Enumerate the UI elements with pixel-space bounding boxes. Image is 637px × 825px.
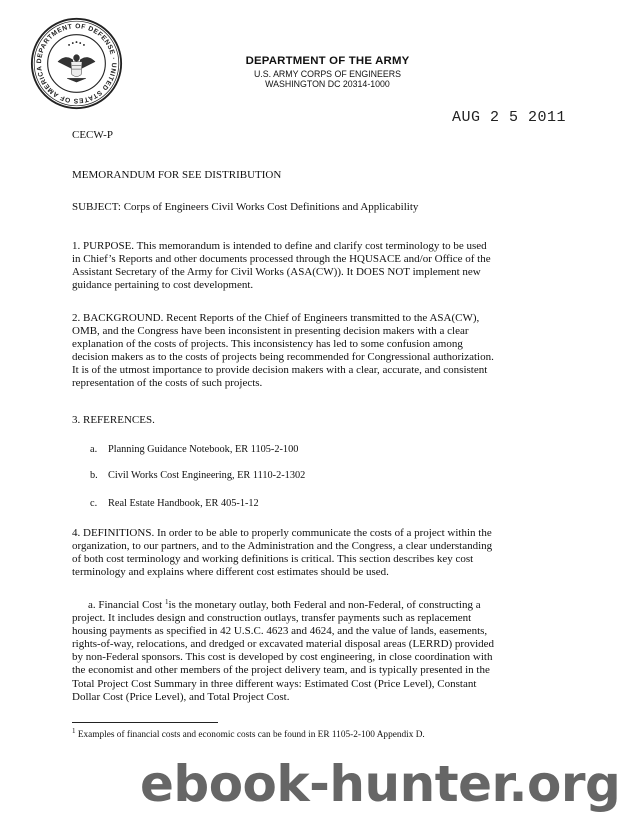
text-line: project. It includes design and construction outlays, transfer payments such as replacement bbox=[72, 612, 472, 625]
text-line: 2. BACKGROUND. Recent Reports of the Chief of Engineers transmitted to the ASA(CW), bbox=[72, 312, 480, 324]
financial-cost-lead-rest: is the monetary outlay, both Federal and non-Federal, of constructing a bbox=[168, 599, 481, 611]
reference-item bbox=[90, 498, 259, 509]
letterhead-title: DEPARTMENT OF THE ARMY bbox=[245, 55, 410, 67]
reference-letter: a. bbox=[90, 444, 98, 455]
text-line: Assistant Secretary of the Army for Civil Works (ASA(CW)). It DOES NOT implement new bbox=[72, 266, 481, 279]
paragraph-definitions bbox=[72, 527, 564, 579]
reference-letter: c. bbox=[90, 498, 98, 509]
memo-for: MEMORANDUM FOR SEE DISTRIBUTION bbox=[72, 169, 282, 181]
reference-item bbox=[90, 444, 298, 455]
paragraph-background bbox=[72, 312, 564, 391]
text-line: 4. DEFINITIONS. In order to be able to properly communicate the costs of a project within the bbox=[72, 527, 492, 539]
financial-cost-lead: a. Financial Cost bbox=[88, 599, 165, 611]
footnote-divider bbox=[72, 722, 218, 723]
letterhead-subtitle: U.S. ARMY CORPS OF ENGINEERS bbox=[254, 69, 401, 79]
reference-text: Planning Guidance Notebook, ER 1105-2-100 bbox=[108, 444, 299, 455]
text-line: terminology and explains where different cost estimates should be used. bbox=[72, 566, 389, 579]
footnote-text: Examples of financial costs and economic costs can be found in ER 1105-2-100 Appendix D. bbox=[75, 730, 425, 740]
text-line: in Chief’s Reports and other documents processed through the HQUSACE and/or Office of the bbox=[72, 253, 491, 266]
references-heading: 3. REFERENCES. bbox=[72, 414, 155, 426]
text-line: 1. PURPOSE. This memorandum is intended to define and clarify cost terminology to be used bbox=[72, 240, 487, 252]
text-line: decision makers as to the costs of projects being recommended for Congressional authorization. bbox=[72, 351, 494, 364]
text-line: OMB, and the Congress have been inconsistent in presenting decision makers with a clear bbox=[72, 325, 469, 338]
footnote bbox=[72, 727, 425, 740]
paragraph-purpose bbox=[72, 240, 564, 292]
text-line: representation of the costs of such projects. bbox=[72, 377, 263, 390]
letterhead-address: WASHINGTON DC 20314-1000 bbox=[265, 79, 390, 89]
text-line: by non-Federal sponsors. This cost is developed by cost engineering, in close coordination with bbox=[72, 651, 493, 664]
text-line: organization, to our partners, and to the Administration and the Congress, a clear understanding bbox=[72, 540, 493, 553]
text-line: of both cost terminology and working definitions is critical. This section describes key cost bbox=[72, 553, 474, 566]
footnote-reference[interactable]: 1 bbox=[165, 598, 169, 606]
text-line: the economist and other members of the project delivery team, and is typically presented in the bbox=[72, 664, 490, 677]
reference-letter: b. bbox=[90, 470, 98, 481]
text-line: housing payments as specified in 42 U.S.C. 4623 and 4624, and the value of lands, easements, bbox=[72, 625, 488, 638]
subject-line: SUBJECT: Corps of Engineers Civil Works Cost Definitions and Applicability bbox=[72, 201, 419, 213]
text-line: rights-of-way, relocations, and dredged or excavated material disposal areas (LERRD) provided bbox=[72, 638, 495, 651]
reference-item bbox=[90, 470, 305, 481]
reference-text: Civil Works Cost Engineering, ER 1110-2-1302 bbox=[108, 470, 306, 481]
reference-text: Real Estate Handbook, ER 405-1-12 bbox=[108, 498, 259, 509]
watermark: ebook-hunter.org bbox=[140, 755, 621, 813]
paragraph-financial-cost bbox=[72, 599, 564, 704]
text-line: Total Project Cost Summary in three different ways: Estimated Cost (Price Level), Constant bbox=[72, 677, 477, 690]
department-of-defense-seal bbox=[30, 17, 123, 110]
text-line: explanation of the costs of projects. This inconsistency has led to some confusion among bbox=[72, 338, 463, 351]
date-stamp: AUG 2 5 2011 bbox=[452, 109, 567, 126]
office-symbol: CECW-P bbox=[72, 129, 113, 141]
footnote-mark: 1 bbox=[72, 727, 76, 735]
text-line: Dollar Cost (Price Level), and Total Project Cost. bbox=[72, 690, 290, 703]
text-line bbox=[72, 599, 564, 612]
svg-text:DEPARTMENT OF DEFENSE · UNITED: DEPARTMENT OF DEFENSE · UNITED STATES OF AMERICA bbox=[36, 23, 117, 104]
text-line: It is of the utmost importance to provide decision makers with a clear, accurate, and consistent bbox=[72, 364, 488, 377]
text-line: guidance pertaining to cost development. bbox=[72, 279, 254, 292]
